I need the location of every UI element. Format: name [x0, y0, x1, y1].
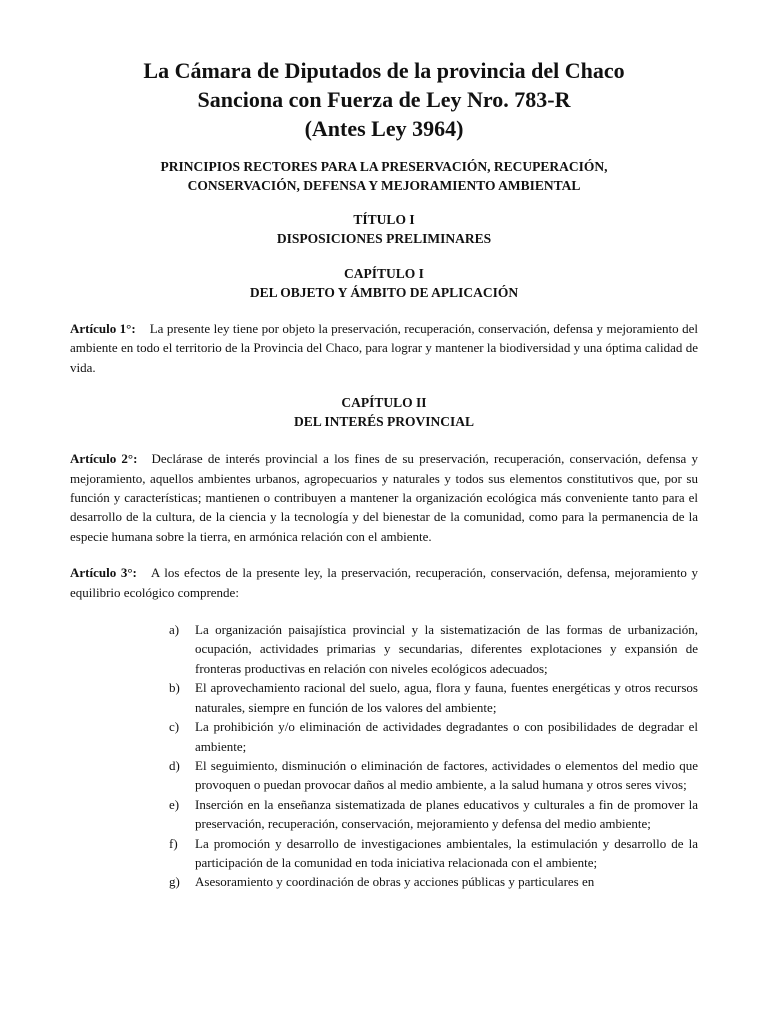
list-item-marker: b) — [169, 680, 180, 696]
subtitle-line-2: CONSERVACIÓN, DEFENSA Y MEJORAMIENTO AMBIENTAL — [187, 178, 581, 193]
articulo-3-list — [70, 620, 698, 892]
list-item-text: La promoción y desarrollo de investigaciones ambientales, la estimulación y desarrollo de la participación de la comunidad en toda iniciativa relacionada con el ambiente; — [195, 835, 698, 870]
list-item-text: El aprovechamiento racional del suelo, agua, flora y fauna, fuentes energéticas y otros recursos naturales, siempre en función de los valores del ambiente; — [195, 680, 698, 715]
capitulo-1-number: CAPÍTULO I — [344, 266, 424, 281]
list-item-marker: e) — [169, 796, 180, 812]
titulo-heading — [70, 210, 698, 248]
list-item — [169, 834, 698, 873]
capitulo-2-name: DEL INTERÉS PROVINCIAL — [293, 414, 475, 430]
list-item — [169, 872, 698, 891]
list-item-text: La prohibición y/o eliminación de actividades degradantes o con posibilidades de degradar el ambiente; — [195, 719, 698, 754]
title-line-1: La Cámara de Diputados de la provincia del Chaco — [143, 58, 625, 83]
list-item — [169, 795, 698, 834]
capitulo-1-name: DEL OBJETO Y ÁMBITO DE APLICACIÓN — [249, 285, 519, 300]
list-item — [169, 756, 698, 795]
title-line-2: Sanciona con Fuerza de Ley Nro. 783-R — [197, 87, 571, 112]
list-item — [169, 678, 698, 717]
articulo-2 — [70, 449, 698, 546]
articulo-2-label: Artículo 2°: — [70, 451, 138, 467]
list-item-text: Inserción en la enseñanza sistematizada de planes educativos y culturales a fin de promover la preservación, recuperación, conservación, mejoramiento y defensa del medio ambiente; — [195, 796, 698, 832]
list-item-marker: c) — [169, 719, 180, 735]
articulo-3-text: A los efectos de la presente ley, la preservación, recuperación, conservación, defensa, mejoramiento y equilibrio ecológico comprende: — [70, 565, 698, 600]
list-item-text: El seguimiento, disminución o eliminación de factores, actividades o elementos del medio que provoquen o puedan provocar daños al medio ambiente, a la salud humana y otros seres vivos; — [195, 757, 698, 793]
list-item-marker: a) — [169, 622, 180, 638]
list-item-marker: f) — [169, 835, 178, 851]
document-page — [70, 56, 698, 892]
list-item-text: Asesoramiento y coordinación de obras y acciones públicas y particulares en — [195, 874, 595, 890]
list-item-marker: g) — [169, 874, 180, 890]
articulo-1-label: Artículo 1°: — [70, 321, 136, 336]
capitulo-2-number: CAPÍTULO II — [341, 395, 427, 411]
titulo-name: DISPOSICIONES PRELIMINARES — [276, 231, 492, 246]
subtitle-line-1: PRINCIPIOS RECTORES PARA LA PRESERVACIÓN, RECUPERACIÓN, — [160, 159, 608, 174]
list-item-marker: d) — [169, 757, 180, 773]
law-subtitle — [70, 157, 698, 195]
articulo-3-label: Artículo 3°: — [70, 565, 137, 581]
list-item — [169, 620, 698, 678]
list-item-text: La organización paisajística provincial y la sistematización de las formas de urbanización, ocupación, actividades primarias y secundarias, diferentes explotaciones y expansión de fronteras productivas en relación con niveles ecológicos adecuados; — [195, 622, 698, 676]
list-item — [169, 717, 698, 756]
articulo-1-text: La presente ley tiene por objeto la preservación, recuperación, conservación, defensa y mejoramiento del ambiente en todo el territorio de la Provincia del Chaco, para lograr y mantener la biodiversidad y una óptima calidad de vida. — [70, 321, 698, 375]
document-title — [70, 56, 698, 143]
articulo-1 — [70, 319, 698, 377]
titulo-number: TÍTULO I — [353, 212, 415, 227]
title-line-3: (Antes Ley 3964) — [304, 116, 464, 141]
capitulo-1-heading — [70, 264, 698, 302]
capitulo-2-heading — [70, 393, 698, 431]
articulo-2-text: Declárase de interés provincial a los fines de su preservación, recuperación, conservación, defensa y mejoramiento, aquellos ambientes urbanos, agropecuarios y naturales y todos sus elementos constitutivos que, por su función y características; mantienen o contribuyen a mantener la organización ecológica más conveniente tanto para el desarrollo de la cultura, de la ciencia y la tecnología y del bienestar de la comunidad, como para la permanencia de la especie humana sobre la tierra, en armónica relación con el ambiente. — [70, 451, 698, 544]
articulo-3 — [70, 563, 698, 602]
